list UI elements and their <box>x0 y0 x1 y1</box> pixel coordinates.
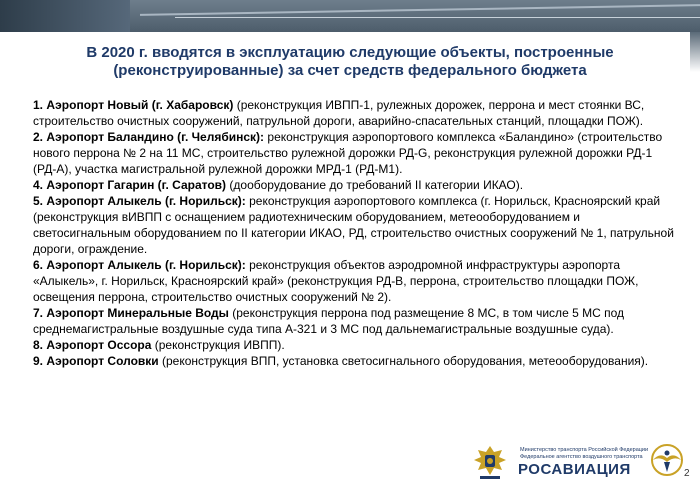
item-text: (реконструкция ВПП, установка светосигнального оборудования, метеооборудования). <box>158 354 649 368</box>
item-heading: 8. Аэропорт Оссора <box>33 338 152 352</box>
header-decor-line <box>140 4 700 16</box>
list-item <box>33 257 675 305</box>
brand-name: РОСАВИАЦИЯ <box>518 461 631 478</box>
item-heading: 6. Аэропорт Алыкель (г. Норильск): <box>33 258 246 272</box>
agency-line: Федеральное агентство воздушного транспорта <box>520 454 643 460</box>
list-item <box>33 305 675 337</box>
item-heading: 2. Аэропорт Баландино (г. Челябинск): <box>33 130 265 144</box>
header-decor-line <box>175 17 700 18</box>
footer-logos <box>470 440 700 485</box>
header-bar <box>0 0 700 32</box>
item-heading: 7. Аэропорт Минеральные Воды <box>33 306 229 320</box>
item-heading: 5. Аэропорт Алыкель (г. Норильск): <box>33 194 246 208</box>
list-item <box>33 129 675 177</box>
rosaviatsia-emblem-icon <box>648 442 686 482</box>
slide-title-line2: (реконструированные) за счет средств федерального бюджета <box>113 62 587 79</box>
header-accent <box>0 0 130 32</box>
item-heading: 4. Аэропорт Гагарин (г. Саратов) <box>33 178 227 192</box>
list-item <box>33 193 675 257</box>
list-item <box>33 353 675 369</box>
right-edge-decor <box>690 32 700 72</box>
item-text: (реконструкция ИВПП-1, рулежных дорожек, перрона и мест стоянки ВС, строительство очистных сооружений, патрульной дороги, аварийно-спасательных станций, площадки ПОЖ). <box>33 98 645 128</box>
list-item <box>33 97 675 129</box>
list-item <box>33 337 675 353</box>
airport-list <box>33 97 675 369</box>
item-text: реконструкция аэропортового комплекса (г. Норильск, Красноярский край (реконструкция вИВПП с оснащением радиотехническим оборудованием, метеооборудованием и светосигнальным оборудованием по II категории ИКАО, РД, строительство очистных сооружений № 1, патрульной дороги, ограждение. <box>33 194 674 256</box>
slide-title <box>30 44 670 80</box>
agency-line: Министерство транспорта Российской Федерации <box>520 447 649 453</box>
transport-ministry-emblem-icon <box>470 442 510 482</box>
item-text: (реконструкция ИВПП). <box>151 338 285 352</box>
page-number: 2 <box>684 468 690 479</box>
slide-title-line1: В 2020 г. вводятся в эксплуатацию следующие объекты, построенные <box>86 44 614 61</box>
item-heading: 9. Аэропорт Соловки <box>33 354 159 368</box>
list-item <box>33 177 675 193</box>
item-text: (дооборудование до требований II категории ИКАО). <box>226 178 524 192</box>
item-text: реконструкция объектов аэродромной инфраструктуры аэропорта «Алыкель», г. Норильск, Красноярский край» (реконструкция РД-В, перрона, строительство площадки ПОЖ, освещения перрона, строительство очистных сооружений № 2). <box>33 258 639 304</box>
agency-name <box>520 447 650 461</box>
item-text: реконструкция аэропортового комплекса «Баландино» (строительство нового перрона № 2 на 11 МС, строительство рулежной дорожки РД-G, реконструкция рулежной дорожки РД-1 (РД-А), участка магистральной рулежной дорожки МРД-1 (РД-М1). <box>33 130 663 176</box>
item-text: (реконструкция перрона под размещение 8 МС, в том числе 5 МС под среднемагистральные воздушные суда типа А-321 и 3 МС под дальнемагистральные воздушные суда). <box>33 306 624 336</box>
item-heading: 1. Аэропорт Новый (г. Хабаровск) <box>33 98 234 112</box>
